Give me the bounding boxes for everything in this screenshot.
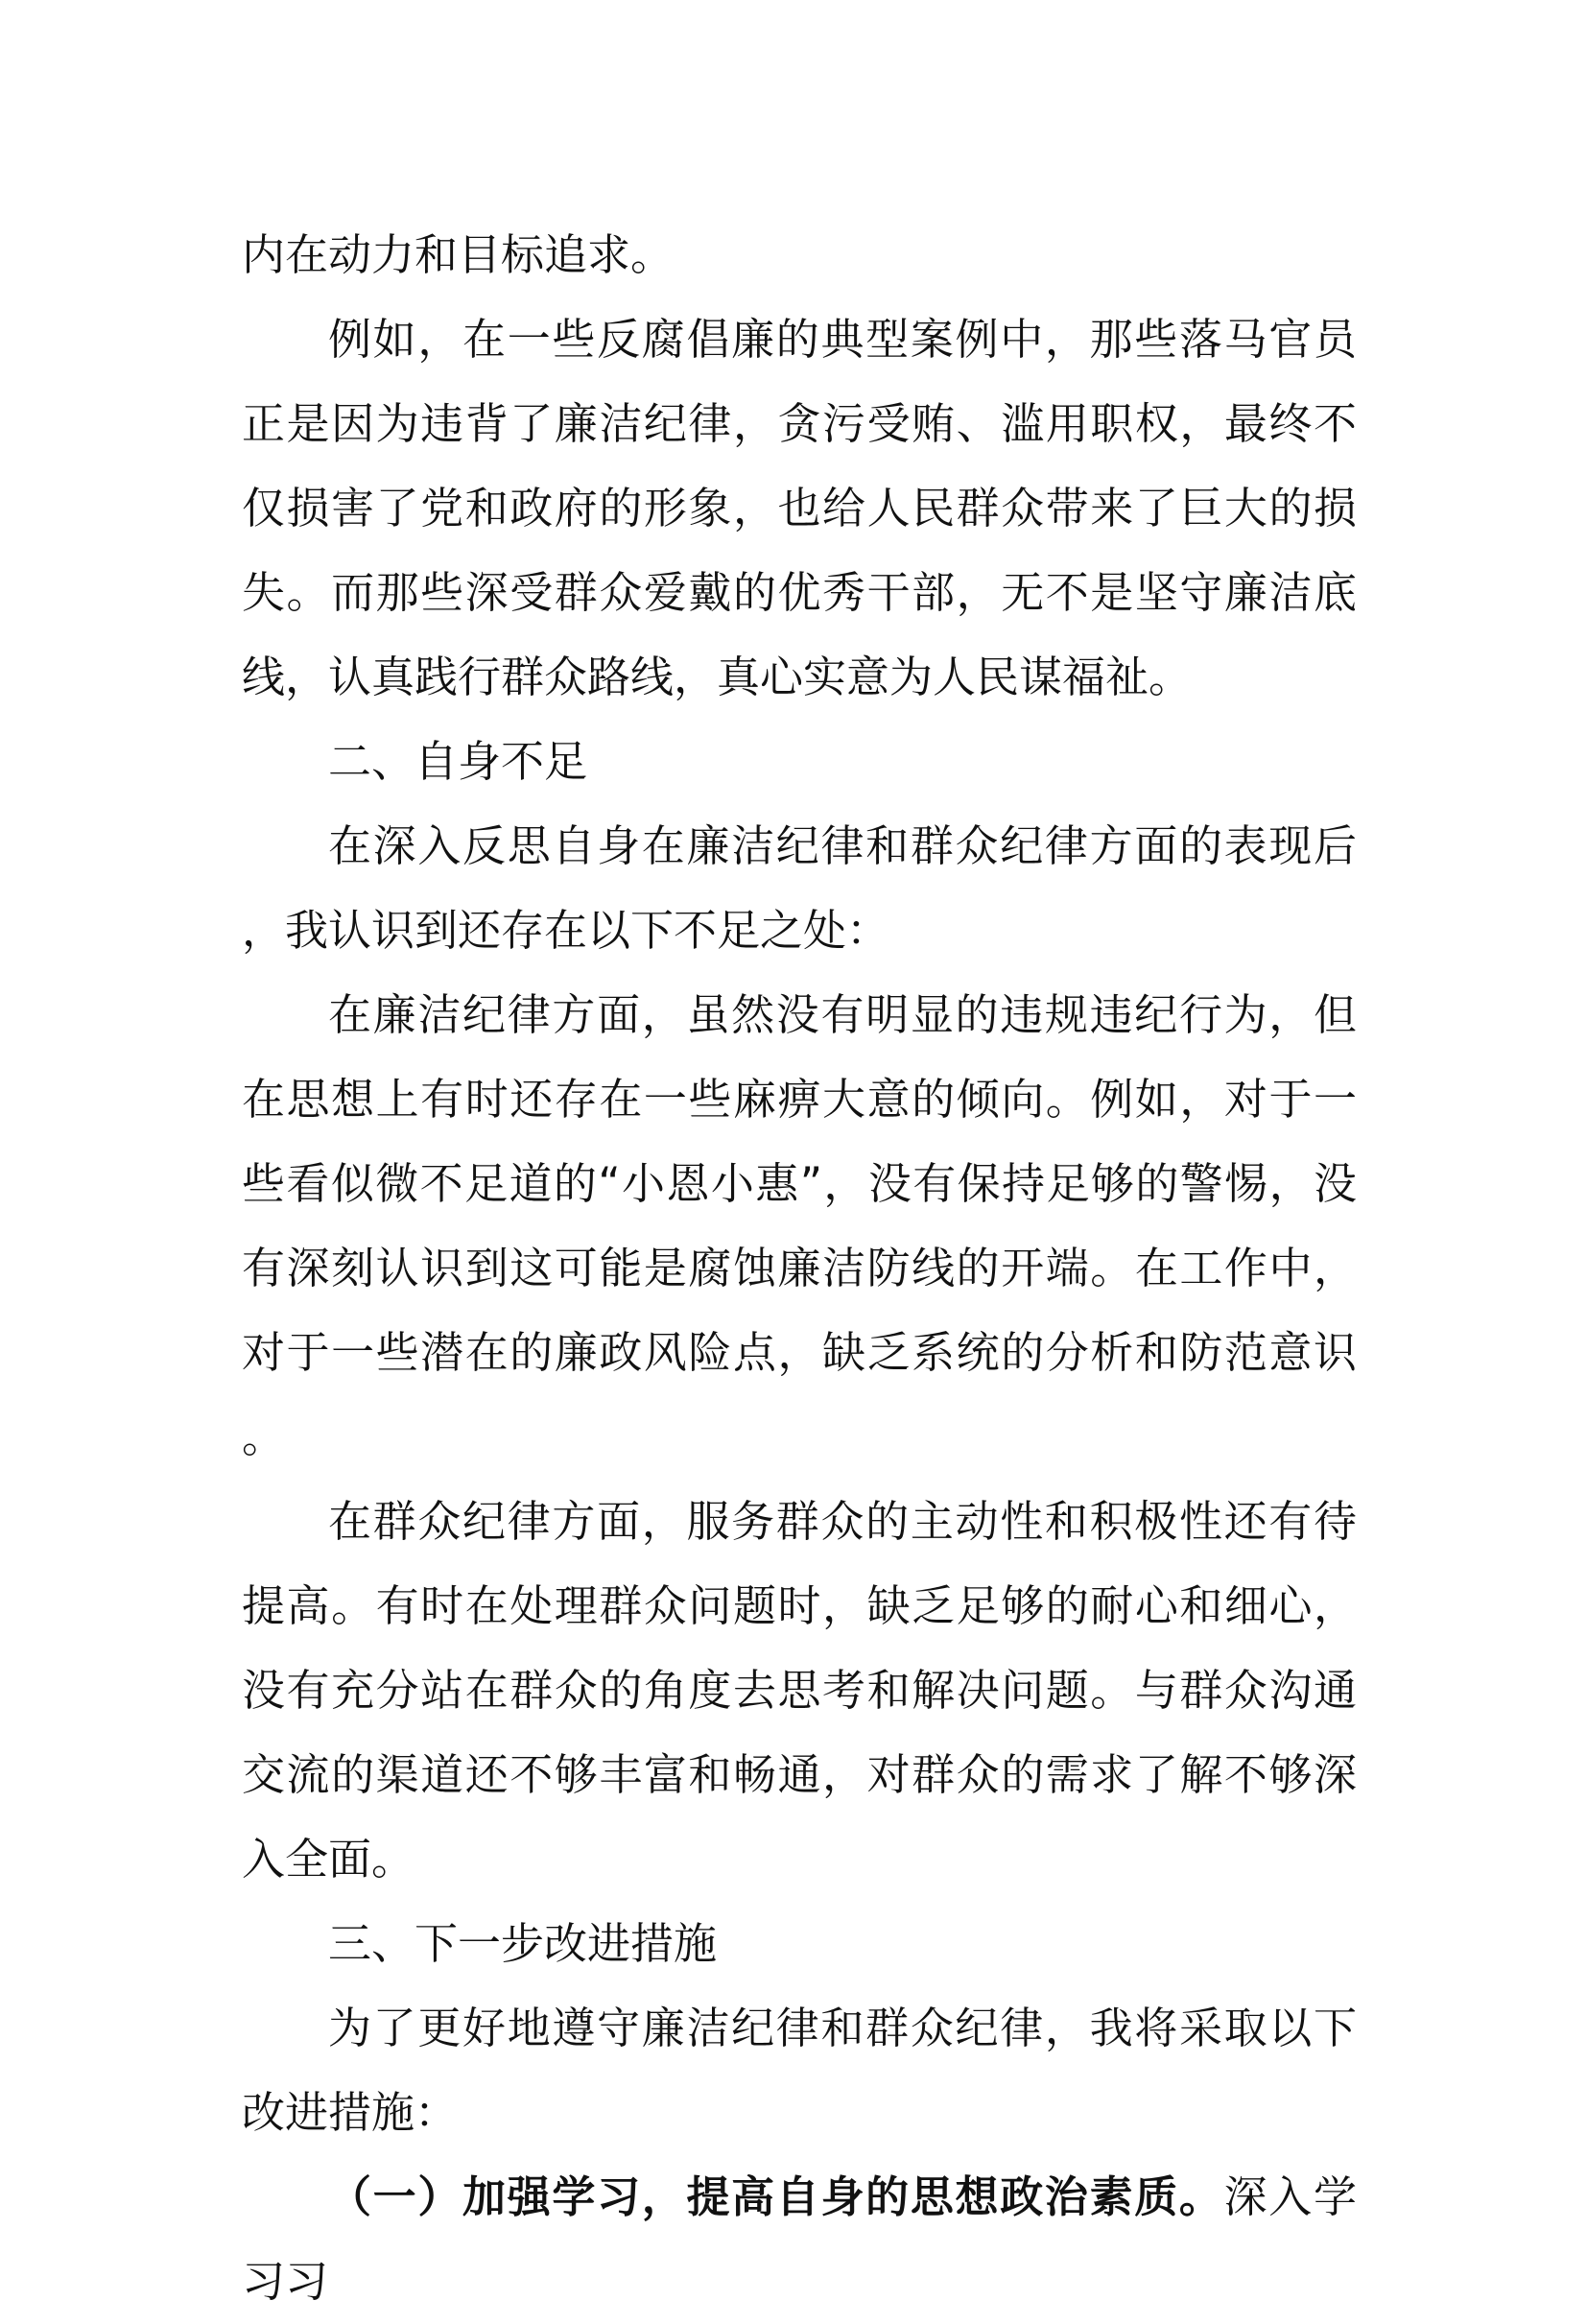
paragraph-continuation: 内在动力和目标追求。 bbox=[242, 229, 675, 280]
document-body bbox=[242, 213, 1357, 2324]
paragraph-integrity-discipline: 在廉洁纪律方面，虽然没有明显的违规违纪行为，但在思想上有时还存在一些麻痹大意的倾向。例如，对于一些看似微不足道的“小恩小惠”，没有保持足够的警惕，没有深刻认识到这可能是腐蚀廉洁防线的开端。在工作中，对于一些潜在的廉政风险点，缺乏系统的分析和防范意识。 bbox=[242, 989, 1357, 1462]
paragraph-example: 例如，在一些反腐倡廉的典型案例中，那些落马官员正是因为违背了廉洁纪律，贪污受贿、滥用职权，最终不仅损害了党和政府的形象，也给人民群众带来了巨大的损失。而那些深受群众爱戴的优秀干部，无不是坚守廉洁底线，认真践行群众路线，真心实意为人民谋福祉。 bbox=[242, 314, 1357, 702]
paragraph-mass-discipline: 在群众纪律方面，服务群众的主动性和积极性还有待提高。有时在处理群众问题时，缺乏足够的耐心和细心，没有充分站在群众的角度去思考和解决问题。与群众沟通交流的渠道还不够丰富和畅通，对群众的需求了解不够深入全面。 bbox=[242, 1496, 1357, 1885]
paragraph-improvements-intro: 为了更好地遵守廉洁纪律和群众纪律，我将采取以下改进措施： bbox=[242, 2003, 1357, 2138]
paragraph-measure-1 bbox=[242, 2155, 1357, 2324]
measure-1-lead: （一）加强学习，提高自身的思想政治素质。 bbox=[328, 2171, 1224, 2222]
paragraph-shortcomings-intro: 在深入反思自身在廉洁纪律和群众纪律方面的表现后，我认识到还存在以下不足之处： bbox=[242, 820, 1357, 956]
section-heading-improvements: 三、下一步改进措施 bbox=[328, 1918, 718, 1969]
measure-1-text: 深入学习习 bbox=[242, 2171, 1357, 2307]
section-heading-shortcomings: 二、自身不足 bbox=[328, 736, 588, 787]
